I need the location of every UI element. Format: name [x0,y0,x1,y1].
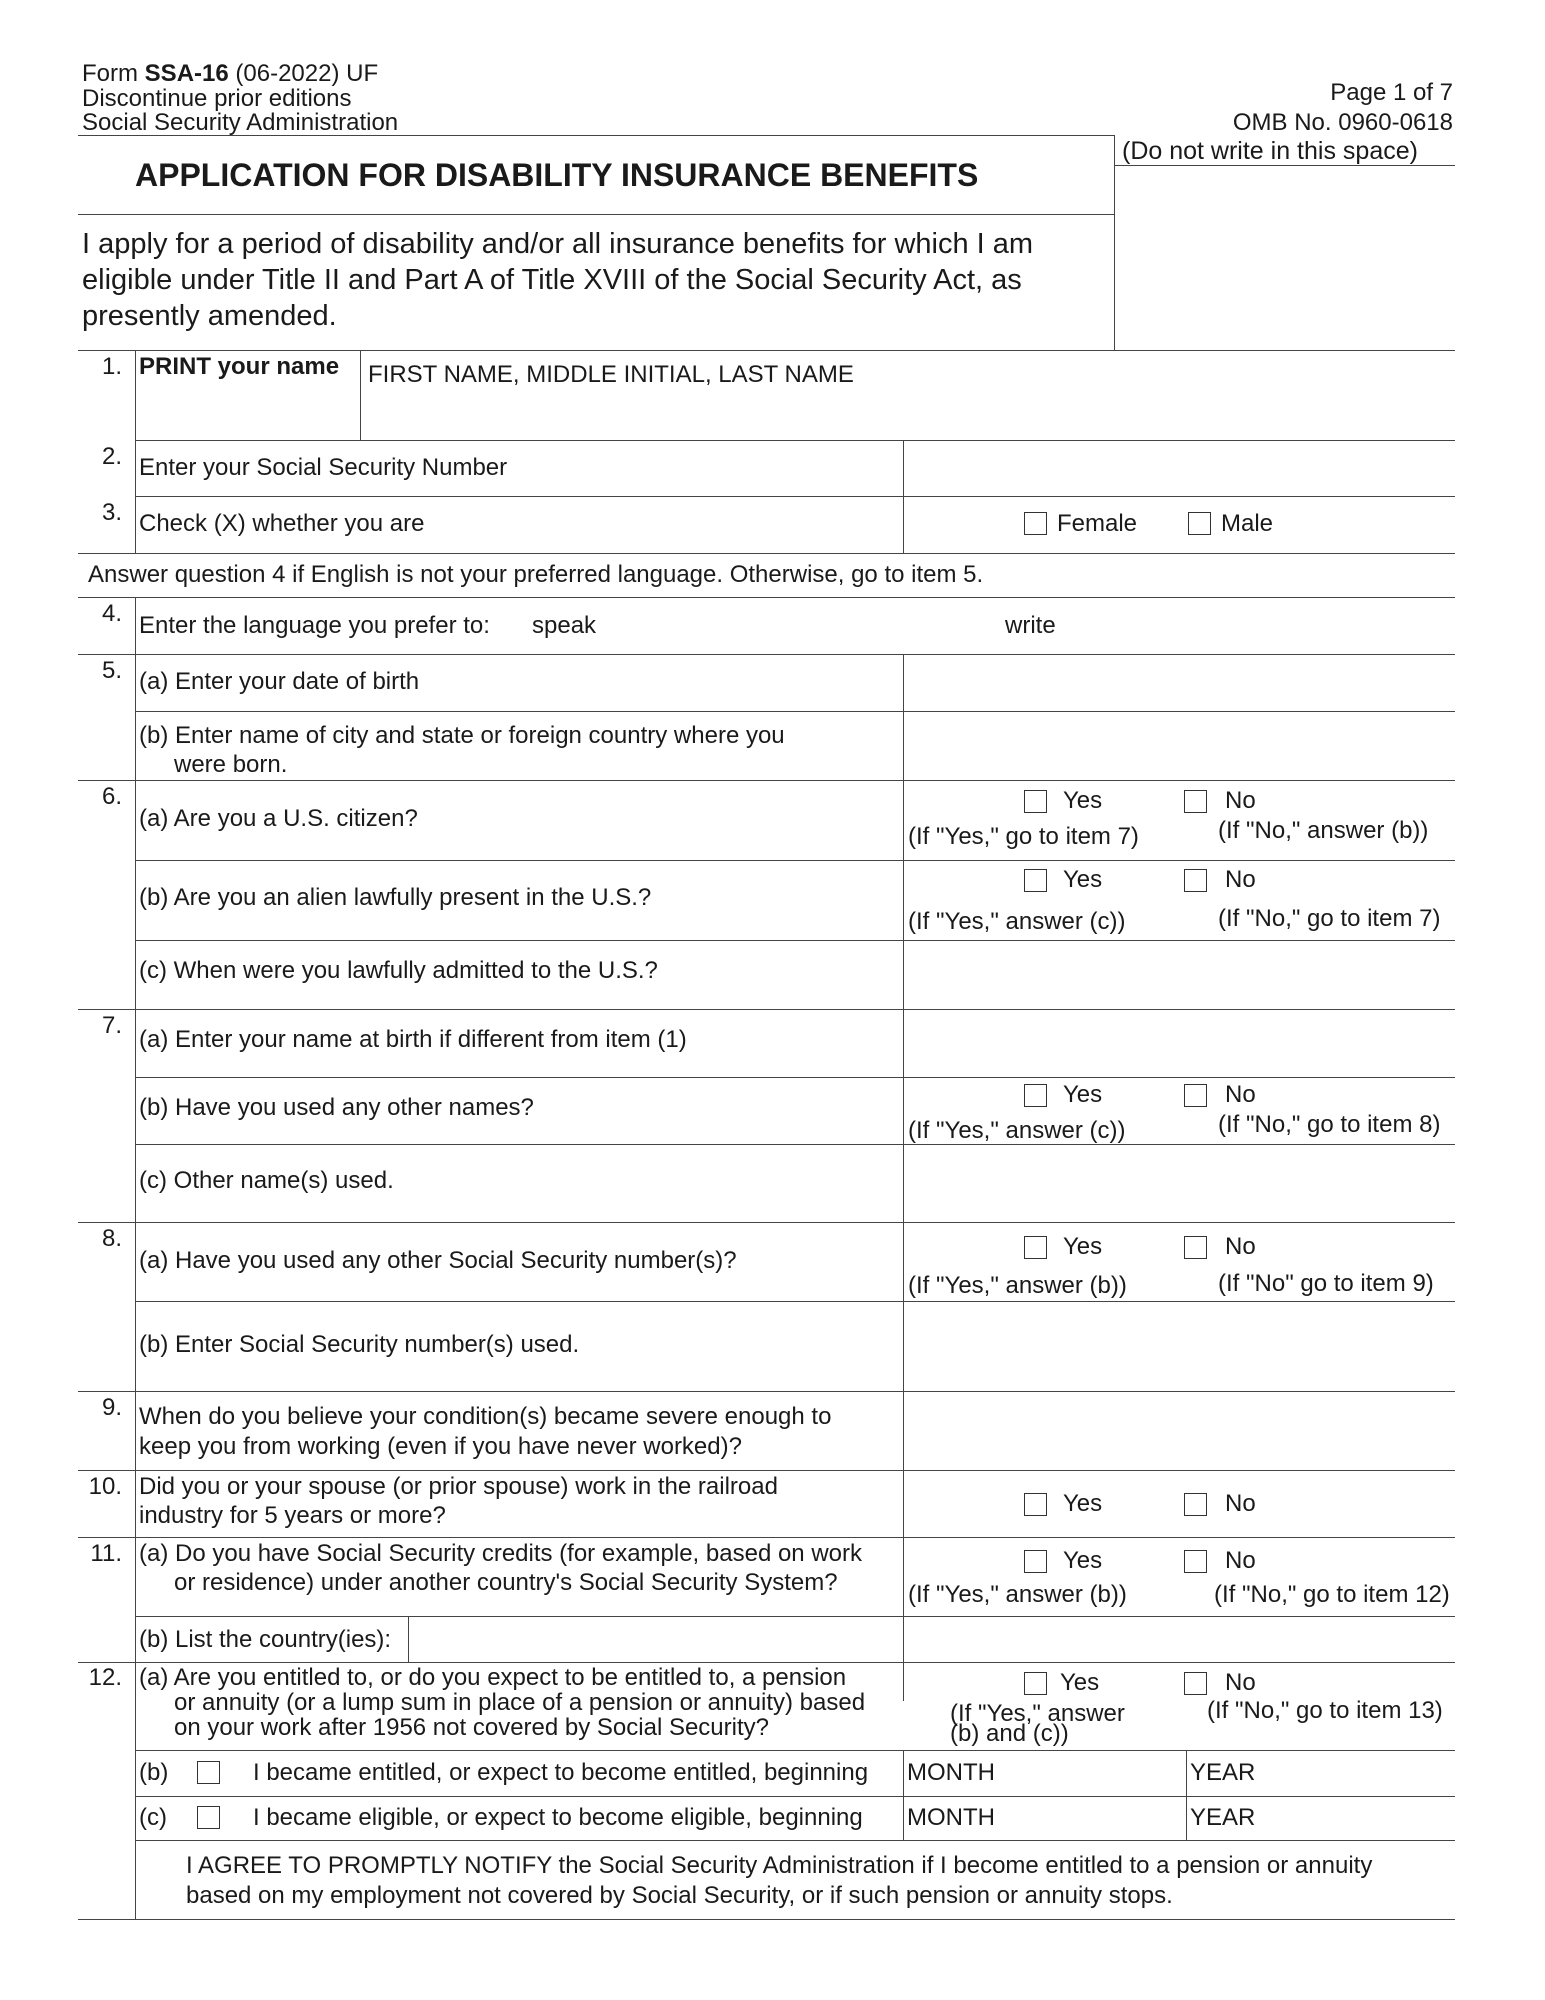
other-ssn-yes-checkbox[interactable] [1024,1236,1047,1259]
foreign-credits-no-label: No [1225,1547,1256,1574]
alien-no-checkbox[interactable] [1184,869,1207,892]
question-number: 9. [101,1394,122,1421]
birthplace-label: (b) Enter name of city and state or foreign country where you [139,722,785,749]
agreement-text: I AGREE TO PROMPTLY NOTIFY the Social Security Administration if I become entitled to a pension or annuity [186,1852,1373,1879]
rule [135,711,1455,712]
rule [408,1616,409,1662]
question-number: 8. [101,1225,122,1252]
rule [135,350,136,553]
foreign-credits-label-cont: or residence) under another country's Social Security System? [174,1569,838,1596]
other-names-no-checkbox[interactable] [1184,1084,1207,1107]
rule [78,1222,1455,1223]
pension-no-note: (If "No," go to item 13) [1207,1697,1443,1724]
question-number: 6. [101,783,122,810]
name-label: PRINT your name [139,353,340,380]
entitled-year-field[interactable] [1189,1753,1454,1793]
rule [135,440,1455,441]
other-ssn-yes-note: (If "Yes," answer (b)) [908,1272,1127,1299]
year-label: YEAR [1190,1759,1256,1786]
dob-field[interactable] [906,658,1454,708]
name-field[interactable]: FIRST NAME, MIDDLE INITIAL, LAST NAME [368,361,854,388]
female-label: Female [1057,510,1138,537]
language-label: Enter the language you prefer to: [139,612,490,639]
intro-line: eligible under Title II and Part A of Title XVIII of the Social Security Act, as [82,264,1022,296]
rule [135,1301,1455,1302]
month-label: MONTH [907,1759,995,1786]
dob-label: (a) Enter your date of birth [139,668,420,695]
question-number: 10. [88,1473,122,1500]
other-names-yes-label: Yes [1063,1081,1103,1108]
alien-yes-label: Yes [1063,866,1103,893]
rule [135,1144,1455,1145]
rule [78,135,1114,136]
alien-no-note: (If "No," go to item 7) [1218,905,1441,932]
agreement-text-cont: based on my employment not covered by Social Security, or if such pension or annuity stops. [186,1882,1173,1909]
write-label: write [1005,612,1056,639]
rule [78,654,1455,655]
foreign-credits-label: (a) Do you have Social Security credits (for example, based on work [139,1540,862,1567]
foreign-credits-yes-label: Yes [1063,1547,1103,1574]
question-number: 3. [101,499,122,526]
rule [78,597,1455,598]
intro-line: I apply for a period of disability and/or all insurance benefits for which I am [82,228,1034,260]
rule [903,654,904,1009]
rule [360,350,361,440]
ssn-used-field[interactable] [906,1305,1454,1388]
rule [1114,135,1115,350]
other-names-no-note: (If "No," go to item 8) [1218,1111,1441,1138]
discontinue-notice: Discontinue prior editions [82,85,352,112]
other-names-used-field[interactable] [906,1148,1454,1219]
question-number: 11. [90,1540,122,1567]
birth-name-label: (a) Enter your name at birth if different from item (1) [139,1026,687,1053]
rule [78,1391,1455,1392]
pension-yes-checkbox[interactable] [1024,1672,1047,1695]
rule [78,780,1455,781]
office-use-label: (Do not write in this space) [1122,137,1418,165]
countries-field[interactable] [411,1619,1454,1659]
entitled-letter: (b) [139,1759,169,1786]
other-ssn-yes-label: Yes [1063,1233,1103,1260]
year-label: YEAR [1190,1804,1256,1831]
month-label: MONTH [907,1804,995,1831]
citizen-no-label: No [1225,787,1256,814]
question-number: 7. [101,1012,122,1039]
citizen-yes-checkbox[interactable] [1024,790,1047,813]
other-ssn-label: (a) Have you used any other Social Security number(s)? [139,1247,737,1274]
foreign-credits-no-checkbox[interactable] [1184,1550,1207,1573]
pension-no-checkbox[interactable] [1184,1672,1207,1695]
question-number: 2. [101,443,122,470]
other-names-yes-note: (If "Yes," answer (c)) [908,1117,1126,1144]
citizen-no-checkbox[interactable] [1184,790,1207,813]
rule [78,350,1455,351]
foreign-credits-no-note: (If "No," go to item 12) [1214,1581,1450,1608]
citizen-yes-label: Yes [1063,787,1103,814]
agency-name: Social Security Administration [82,109,399,136]
rule [78,553,1455,554]
alien-no-label: No [1225,866,1256,893]
citizen-yes-note: (If "Yes," go to item 7) [908,823,1139,850]
other-names-used-label: (c) Other name(s) used. [139,1167,394,1194]
eligible-label: I became eligible, or expect to become eligible, beginning [253,1804,863,1831]
rule [135,1077,1455,1078]
entitled-label: I became entitled, or expect to become entitled, beginning [253,1759,869,1786]
citizen-no-note: (If "No," answer (b)) [1218,817,1429,844]
pension-no-label: No [1225,1669,1256,1696]
eligible-month-field[interactable] [906,1799,1183,1839]
rule [903,1009,904,1222]
rule [78,214,1114,215]
pension-yes-note: (If "Yes," answer [950,1700,1125,1727]
other-ssn-no-checkbox[interactable] [1184,1236,1207,1259]
countries-label: (b) List the country(ies): [139,1626,392,1653]
birth-name-field[interactable] [906,1013,1454,1075]
alien-label: (b) Are you an alien lawfully present in the U.S.? [139,884,652,911]
rule [903,1750,904,1840]
other-ssn-no-note: (If "No" go to item 9) [1218,1270,1434,1297]
rule [135,496,1455,497]
birthplace-label-cont: were born. [174,751,288,778]
sex-label: Check (X) whether you are [139,510,425,537]
form-number: Form SSA-16 (06-2022) UF [82,60,379,87]
page-number: Page 1 of 7 [1330,79,1453,106]
rule [78,1537,1455,1538]
male-label: Male [1221,510,1274,537]
pension-label-cont: or annuity (or a lump sum in place of a pension or annuity) based [174,1689,866,1716]
entitled-month-field[interactable] [906,1753,1183,1793]
rule [78,1470,1455,1471]
rule [135,1750,1455,1751]
rule [135,940,1455,941]
intro-line: presently amended. [82,300,337,332]
admitted-label: (c) When were you lawfully admitted to the U.S.? [139,957,658,984]
question-number: 1. [101,353,122,380]
rule [135,1840,1455,1841]
railroad-label-cont: industry for 5 years or more? [139,1502,446,1529]
foreign-credits-yes-checkbox[interactable] [1024,1550,1047,1573]
entitled-checkbox[interactable] [197,1761,220,1784]
eligible-checkbox[interactable] [197,1806,220,1829]
railroad-yes-label: Yes [1063,1490,1103,1517]
rule [78,1919,1455,1920]
birthplace-field[interactable] [906,715,1454,777]
rule [78,1662,1455,1663]
rule [135,597,136,1919]
admitted-field[interactable] [906,944,1454,1006]
speak-label: speak [532,612,597,639]
alien-yes-checkbox[interactable] [1024,869,1047,892]
alien-yes-note: (If "Yes," answer (c)) [908,908,1126,935]
ssn-label: Enter your Social Security Number [139,454,508,481]
onset-label-cont: keep you from working (even if you have never worked)? [139,1433,742,1460]
railroad-label: Did you or your spouse (or prior spouse) work in the railroad [139,1473,778,1500]
other-ssn-no-label: No [1225,1233,1256,1260]
male-checkbox[interactable] [1188,512,1211,535]
pension-label: (a) Are you entitled to, or do you expect to be entitled to, a pension [139,1664,847,1691]
foreign-credits-yes-note: (If "Yes," answer (b)) [908,1581,1127,1608]
pension-yes-note-cont: (b) and (c)) [950,1720,1069,1747]
railroad-no-checkbox[interactable] [1184,1493,1207,1516]
other-names-label: (b) Have you used any other names? [139,1094,534,1121]
other-names-no-label: No [1225,1081,1256,1108]
ssn-field[interactable] [906,444,1454,494]
language-note: Answer question 4 if English is not your preferred language. Otherwise, go to item 5. [88,561,984,588]
rule [1186,1750,1187,1840]
rule [135,1616,1455,1617]
question-number: 4. [101,600,122,627]
omb-number: OMB No. 0960-0618 [1232,109,1453,136]
eligible-letter: (c) [139,1804,167,1831]
citizen-label: (a) Are you a U.S. citizen? [139,805,418,832]
rule [135,860,1455,861]
question-number: 5. [101,657,122,684]
rule [135,1796,1455,1797]
pension-label-cont: on your work after 1956 not covered by Social Security? [174,1714,769,1741]
page-title: APPLICATION FOR DISABILITY INSURANCE BENEFITS [135,157,979,193]
onset-label: When do you believe your condition(s) became severe enough to [139,1403,832,1430]
onset-field[interactable] [906,1395,1454,1467]
pension-yes-label: Yes [1060,1669,1100,1696]
other-names-yes-checkbox[interactable] [1024,1084,1047,1107]
eligible-year-field[interactable] [1189,1799,1454,1839]
railroad-yes-checkbox[interactable] [1024,1493,1047,1516]
ssn-used-label: (b) Enter Social Security number(s) used. [139,1331,580,1358]
rule [78,1009,1455,1010]
question-number: 12. [88,1664,122,1691]
railroad-no-label: No [1225,1490,1256,1517]
female-checkbox[interactable] [1024,512,1047,535]
